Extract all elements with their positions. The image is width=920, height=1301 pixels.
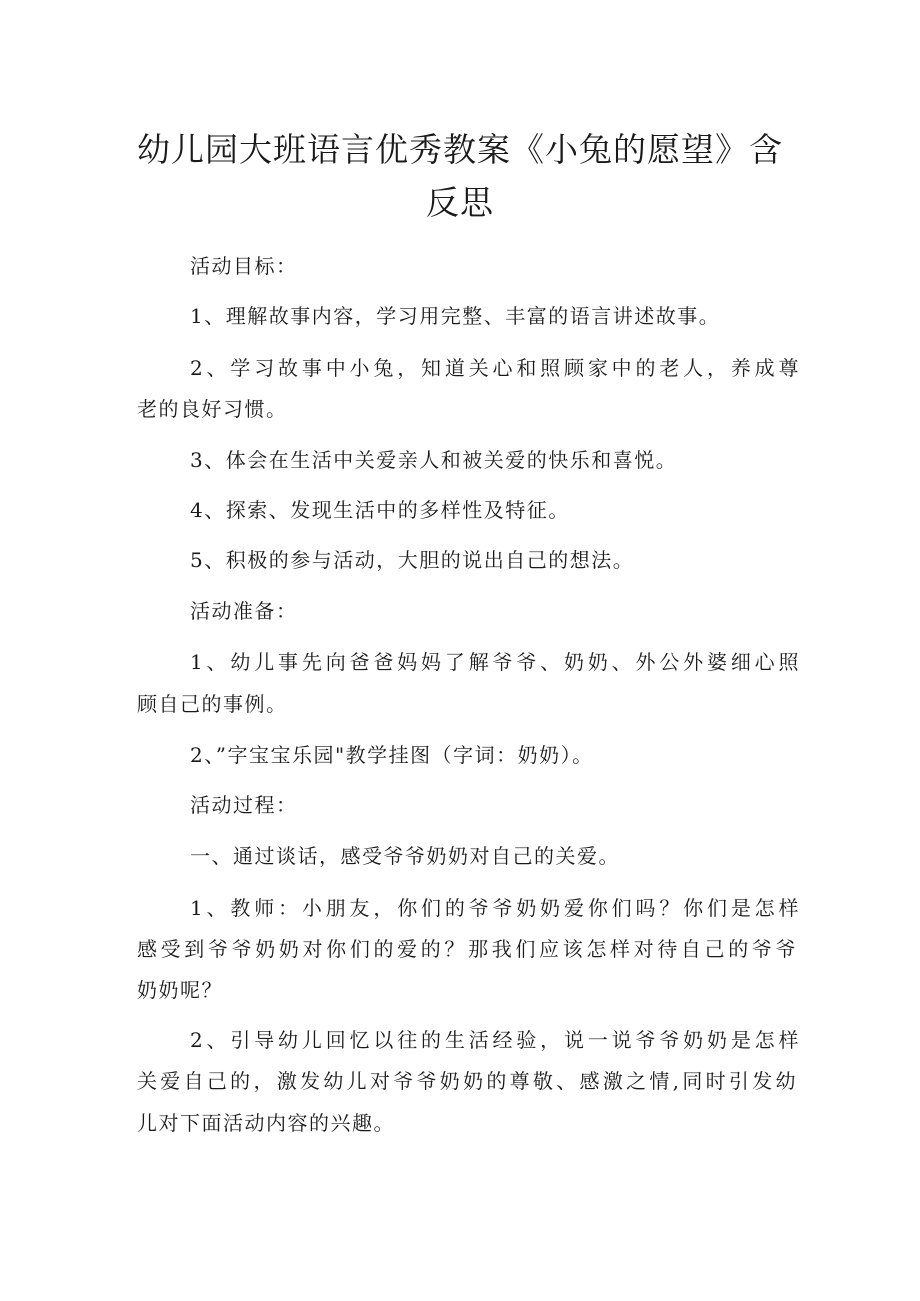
paragraph-line: 顾自己的事例。 — [137, 692, 288, 716]
paragraph-line: 关爱自己的，激发幼儿对爷爷奶奶的尊敬、感激之情,同时引发幼 — [137, 1069, 797, 1093]
paragraph-line: 老的良好习惯。 — [137, 397, 288, 421]
paragraph-line: 2、引导幼儿回忆以往的生活经验，说一说爷爷奶奶是怎样 — [190, 1028, 800, 1052]
paragraph-line: 5、积极的参与活动，大胆的说出自己的想法。 — [190, 548, 635, 572]
paragraph-line: 一、通过谈话，感受爷爷奶奶对自己的关爱。 — [190, 844, 620, 868]
paragraph-line: 3、体会在生活中关爱亲人和被关爱的快乐和喜悦。 — [190, 448, 678, 472]
paragraph-line: 4、探索、发现生活中的多样性及特征。 — [190, 498, 570, 522]
paragraph-line: 感受到爷爷奶奶对你们的爱的？那我们应该怎样对待自己的爷爷 — [137, 937, 797, 961]
paragraph-line: 儿对下面活动内容的兴趣。 — [137, 1111, 395, 1135]
paragraph-line: 2、学习故事中小兔，知道关心和照顾家中的老人，养成尊 — [190, 356, 800, 380]
section-heading-process: 活动过程： — [190, 793, 298, 817]
document-title-line-1: 幼儿园大班语言优秀教案《小兔的愿望》含 — [137, 130, 783, 169]
paragraph-line: 1、教师：小朋友，你们的爷爷奶奶爱你们吗？你们是怎样 — [190, 896, 800, 920]
paragraph-line: 奶奶呢？ — [137, 978, 223, 1002]
paragraph-line: 1、幼儿事先向爸爸妈妈了解爷爷、奶奶、外公外婆细心照 — [190, 650, 800, 674]
paragraph-line: 1、理解故事内容，学习用完整、丰富的语言讲述故事。 — [190, 304, 721, 328]
section-heading-preparation: 活动准备： — [190, 599, 298, 623]
paragraph-line: 2、”字宝宝乐园"教学挂图（字词：奶奶）。 — [190, 743, 594, 767]
section-heading-goals: 活动目标： — [190, 254, 298, 278]
document-title-line-2: 反思 — [426, 183, 494, 222]
